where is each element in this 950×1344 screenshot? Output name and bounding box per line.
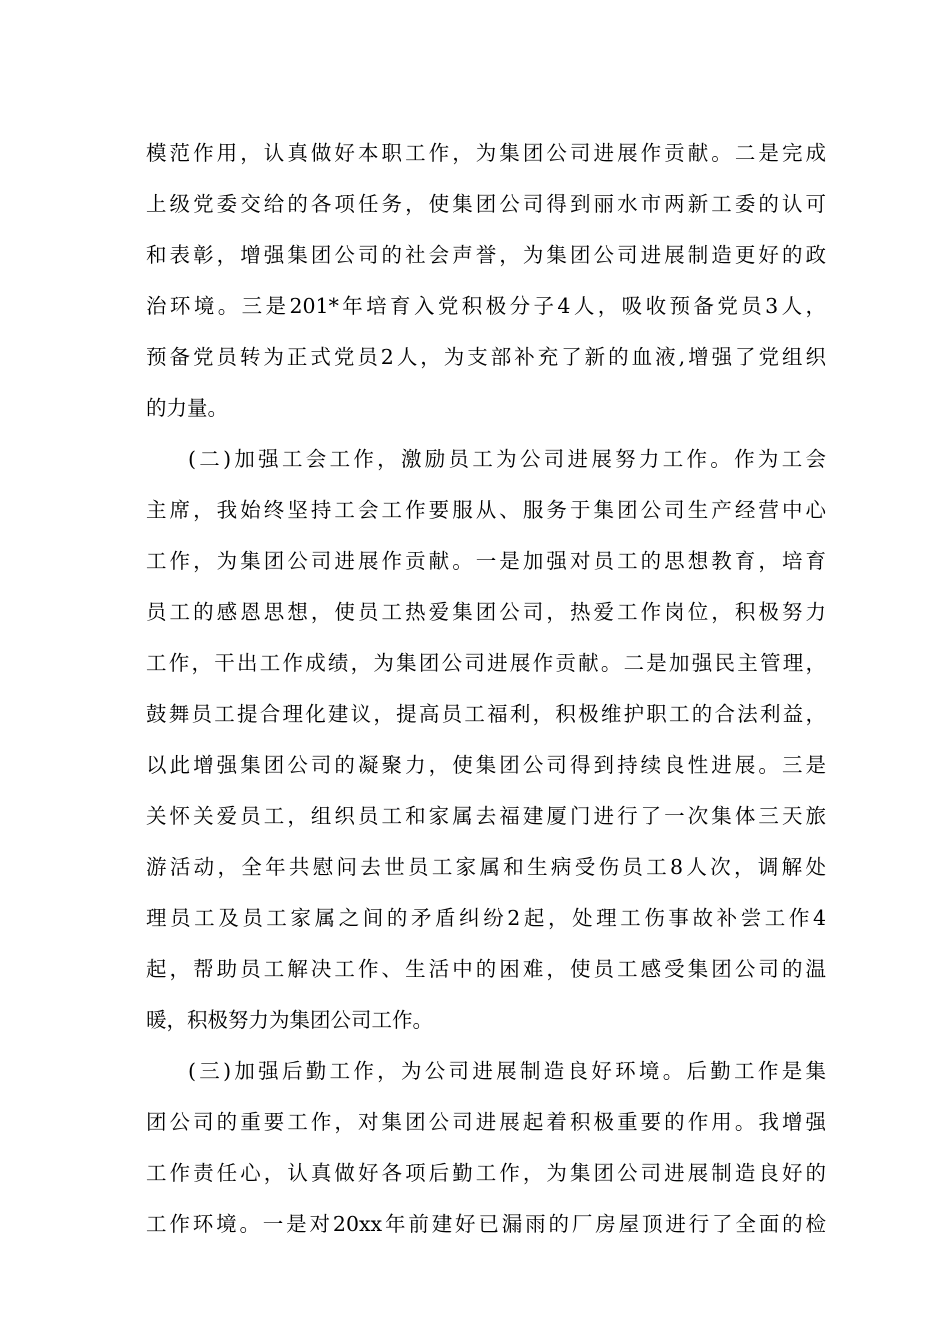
text-line: 工作，为集团公司进展作贡献。一是加强对员工的思想教育，培育 — [146, 549, 826, 573]
text-line: 上级党委交给的各项任务，使集团公司得到丽水市两新工委的认可 — [146, 192, 826, 216]
text-line: 员工的感恩思想，使员工热爱集团公司，热爱工作岗位，积极努力 — [146, 600, 826, 624]
text-line: 暖，积极努力为集团公司工作。 — [146, 1008, 433, 1032]
document-body — [146, 128, 826, 1250]
text-line: 游活动，全年共慰问去世员工家属和生病受伤员工8人次，调解处 — [146, 855, 826, 879]
text-line: 团公司的重要工作，对集团公司进展起着积极重要的作用。我增强 — [146, 1110, 826, 1134]
text-line: 模范作用，认真做好本职工作，为集团公司进展作贡献。二是完成 — [146, 141, 826, 165]
text-line: 起，帮助员工解决工作、生活中的困难，使员工感受集团公司的温 — [146, 957, 826, 981]
text-line: 理员工及员工家属之间的矛盾纠纷2起，处理工伤事故补尝工作4 — [146, 906, 826, 930]
text-line: 的力量。 — [146, 396, 228, 420]
text-line: 以此增强集团公司的凝聚力，使集团公司得到持续良性进展。三是 — [146, 753, 826, 777]
text-line: 关怀关爱员工，组织员工和家属去福建厦门进行了一次集体三天旅 — [146, 804, 826, 828]
text-line: 和表彰，增强集团公司的社会声誉，为集团公司进展制造更好的政 — [146, 243, 826, 267]
text-line: 主席，我始终坚持工会工作要服从、服务于集团公司生产经营中心 — [146, 498, 826, 522]
paragraph-heading-3: (三)加强后勤工作，为公司进展制造良好环境。后勤工作是集 — [188, 1059, 826, 1083]
text-line: 治环境。三是201*年培育入党积极分子4人，吸收预备党员3人， — [146, 294, 826, 318]
text-line: 工作环境。一是对20xx年前建好已漏雨的厂房屋顶进行了全面的检 — [146, 1212, 826, 1236]
text-line: 工作，干出工作成绩，为集团公司进展作贡献。二是加强民主管理， — [146, 651, 826, 675]
text-line: 工作责任心，认真做好各项后勤工作，为集团公司进展制造良好的 — [146, 1161, 826, 1185]
paragraph-heading-2: (二)加强工会工作，激励员工为公司进展努力工作。作为工会 — [188, 447, 826, 471]
text-line: 鼓舞员工提合理化建议，提高员工福利，积极维护职工的合法利益， — [146, 702, 826, 726]
text-line: 预备党员转为正式党员2人，为支部补充了新的血液,增强了党组织 — [146, 345, 826, 369]
